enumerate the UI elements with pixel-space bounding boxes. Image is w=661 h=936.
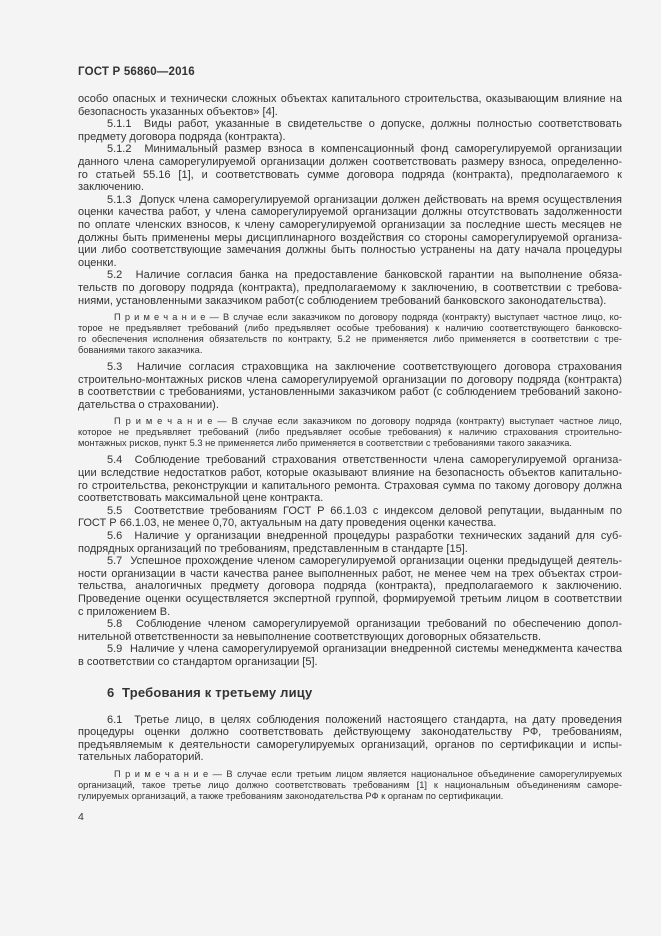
note-after-6-1-line-3: гулируемых организаций, а также требованиям законодательства РФ к органам по сертификации. [78,790,504,801]
para-5-1-2-line-3: го статьей 55.16 [1], и соответствовать сумме договора подряда (контракта), предполагаемого к [78,168,622,181]
para-6-1-line-1: 6.1 Третье лицо, в целях соблюдения положений настоящего стандарта, на дату проведения [107,713,622,726]
para-5-2-line-1: 5.2 Наличие согласия банка на предоставление банковской гарантии на выполнение обяза- [107,269,622,282]
para-intro-continuation-line-1: особо опасных и технически сложных объектах капитального строительства, оказывающим влияние на [78,93,622,105]
para-5-9-line-1: 5.9 Наличие у члена саморегулируемой организации внедренной системы менеджмента качества [107,643,622,656]
para-5-3 [78,361,622,411]
para-intro-continuation-line-2: безопасность указанных объектов» [4]. [78,105,278,118]
para-5-6-line-1: 5.6 Наличие у организации внедренной процедуры разработки технических заданий для суб- [107,530,622,543]
note-after-5-2 [78,312,622,356]
para-5-7-line-3: тельства, аналогичных предмету договора подряда (контракта), предполагаемого к заключению. [78,580,622,593]
para-5-1-3 [78,194,622,270]
para-5-4 [78,454,622,504]
para-5-7-line-2: ности организации в части качества ранее выполненных работ, не менее чем на трех объектах строи- [78,567,622,580]
para-5-6-line-2: подрядных организаций по требованиям, представленным в стандарте [15]. [78,542,468,555]
para-5-4-line-2: ции вследствие недостатков работ, которые оказывают влияние на безопасность объектов капитально- [78,467,622,480]
page-number: 4 [78,810,84,823]
para-5-2 [78,269,622,307]
para-6-1 [78,714,622,764]
para-5-9-line-2: в соответствии со стандартом организации [5]. [78,655,318,668]
para-5-8 [78,618,622,643]
note-after-5-2-line-1: П р и м е ч а н и е — В случае если заказчиком по договору подряда (контракту) выступает частное лицо, ко- [114,312,622,323]
para-6-1-line-4: тательных лабораторий. [78,751,204,764]
note-after-5-3-line-1: П р и м е ч а н и е — В случае если заказчиком по договору подряда (контракту) выступает частное лицо, [114,416,622,427]
para-5-7 [78,555,622,618]
para-5-7-line-1: 5.7 Успешное прохождение членом саморегулируемой организации оценки предыдущей деятель- [107,555,622,568]
para-5-1-3-line-4: должны быть применены меры дисциплинарного воздействия со стороны саморегулируемой организа- [78,231,622,244]
para-5-1-1-line-2: предмету договора подряда (контракта). [78,130,286,143]
para-6-1-line-3: предъявляемым к деятельности саморегулируемых организаций, органов по сертификации и испы- [78,738,622,751]
para-5-1-3-line-2: оценки качества работ, у члена саморегулируемой организации должны отсутствовать задолженности [78,206,622,219]
note-after-6-1 [78,769,622,802]
document-content [78,93,622,802]
para-5-1-2-line-2: данного члена саморегулируемой организации должен соответствовать размеру взноса, определенно- [78,155,622,168]
note-after-5-2-line-4: бованиями такого заказчика. [78,345,203,356]
para-5-4-line-4: соответствовать максимальной цене контракта. [78,492,324,505]
para-5-3-line-4: дательства о страховании). [78,398,219,411]
para-5-5 [78,505,622,530]
para-5-3-line-3: в соответствии с требованиями, установленными заказчиком работ (с соблюдением требований законо- [78,386,622,399]
para-5-3-line-1: 5.3 Наличие согласия страховщика на заключение соответствующего договора страхования [107,361,622,374]
note-after-6-1-line-2: организаций, такое третье лицо должно соответствовать требованиям [1] к национальным объединениям саморе- [78,779,622,790]
note-after-6-1-line-1: П р и м е ч а н и е — В случае если третьим лицом является национальное объединение саморегулируемых [114,768,622,779]
para-5-1-1-line-1: 5.1.1 Виды работ, указанные в свидетельстве о допуске, должны полностью соответствовать [107,118,622,131]
heading-section-6 [78,685,622,701]
note-after-5-3-line-3: монтажных рисков, пункт 5.3 не применяется либо применяется в соответствии с требованиями такого заказчика. [78,438,572,449]
para-5-1-2 [78,143,622,193]
para-5-1-3-line-3: по оплате членских взносов, к члену саморегулируемой организации за последние шесть месяцев не [78,218,622,231]
para-5-2-line-2: тельств по договору подряда (контракта), предполагаемому к заключению, в соответствии с требова- [78,281,622,294]
para-5-6 [78,530,622,555]
para-5-1-1 [78,118,622,143]
para-5-1-2-line-1: 5.1.2 Минимальный размер взноса в компенсационный фонд саморегулируемой организации [107,143,622,156]
para-5-7-line-5: с приложением В. [78,605,171,618]
document-header-gost-number: ГОСТ Р 56860—2016 [78,66,195,78]
para-5-9 [78,643,622,668]
para-5-3-line-2: строительно-монтажных рисков члена саморегулируемой организации по договору подряда (контракта) [78,373,622,386]
note-after-5-3 [78,416,622,449]
para-5-1-2-line-4: заключению. [78,181,144,194]
note-after-5-2-line-3: го обеспечения исполнения обязательств по контракту, 5.2 не применяется либо применяется в соответствии с тре- [78,334,622,345]
para-6-1-line-2: процедуры оценки должно соответствовать действующему законодательству РФ, требованиям, [78,726,622,739]
para-5-4-line-3: го строительства, реконструкции и капитального ремонта. Страховая сумма по такому договору должна [78,479,622,492]
note-after-5-2-line-2: торое не предъявляет требований (либо предъявляет особые требования) к наличию соответствующего банковско- [78,323,622,334]
para-5-1-3-line-6: оценки. [78,256,117,269]
para-intro-continuation [78,93,622,118]
note-after-5-3-line-2: которое не предъявляет требований (либо предъявляет особые требования) к наличию страхования строительно- [78,427,622,438]
para-5-1-3-line-5: ции либо соответствующие замечания должны быть полностью устранены на дату начала процедуры [78,244,622,257]
para-5-4-line-1: 5.4 Соблюдение требований страхования ответственности члена саморегулируемой организа- [107,454,622,467]
para-5-8-line-2: нительной ответственности за невыполнение соответствующих договорных обязательств. [78,630,542,643]
heading-section-6-line-1: 6 Требования к третьему лицу [107,684,313,700]
para-5-2-line-3: ниями, установленными заказчиком работ(с соблюдением требований банковского законодательства). [78,294,607,307]
para-5-7-line-4: Проведение оценки осуществляется экспертной группой, формируемой третьим лицом в соответствии [78,593,622,605]
para-5-1-3-line-1: 5.1.3 Допуск члена саморегулируемой организации должен действовать на время осуществления [107,193,622,206]
para-5-8-line-1: 5.8 Соблюдение членом саморегулируемой организации требований по обеспечению допол- [107,618,622,631]
para-5-5-line-2: ГОСТ Р 66.1.03, не менее 0,70, актуальным на дату проведения оценки качества. [78,517,497,530]
para-5-5-line-1: 5.5 Соответствие требованиям ГОСТ Р 66.1.03 с индексом деловой репутации, выданным по [107,504,622,517]
